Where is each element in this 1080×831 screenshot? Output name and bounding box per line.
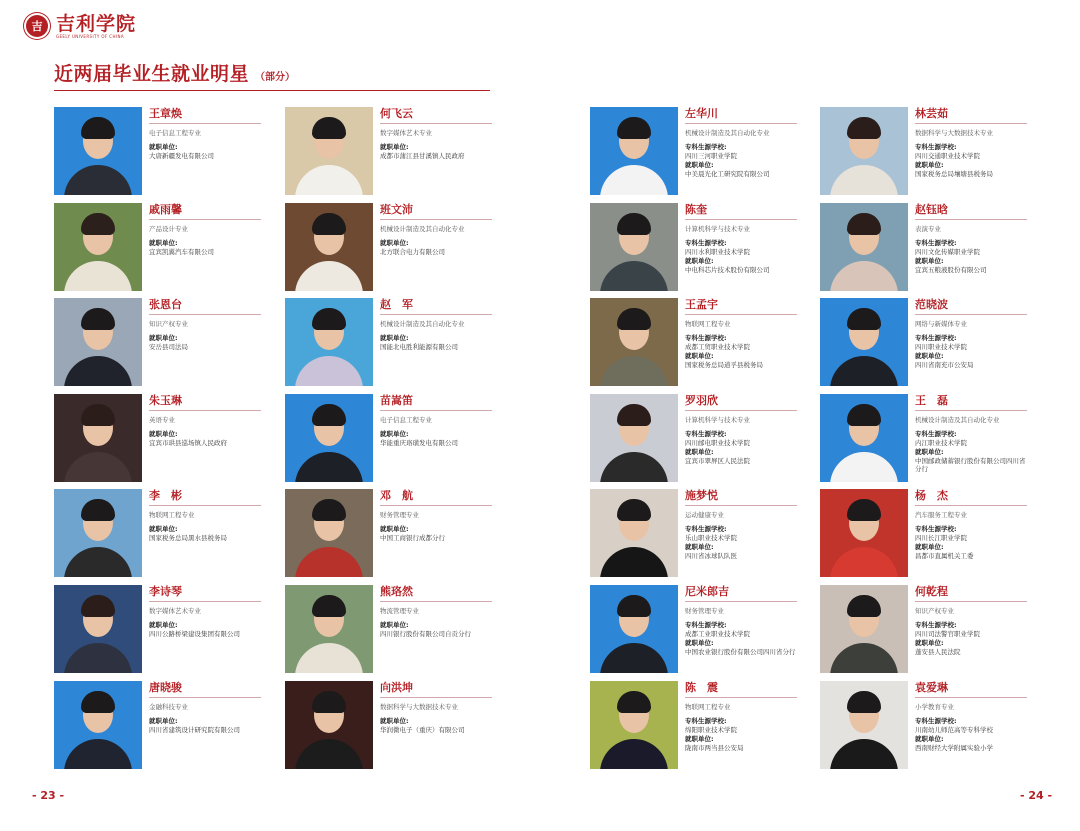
student-card	[54, 681, 264, 769]
employer-value: 中国邮政储蓄银行股份有限公司四川省分行	[915, 457, 1026, 473]
student-major: 产品设计专业	[149, 225, 188, 233]
student-major: 电子信息工程专业	[380, 416, 432, 424]
name-divider	[149, 505, 261, 506]
student-card	[285, 107, 495, 195]
school-emblem-icon: 吉	[24, 13, 50, 39]
student-info	[915, 489, 1030, 560]
student-major: 汽车服务工程专业	[915, 511, 967, 519]
student-name: 戚雨馨	[149, 203, 182, 216]
student-photo	[285, 107, 373, 195]
student-card	[285, 203, 495, 291]
employer-label: 就职单位:	[685, 448, 714, 456]
college-value: 四川三河职业学院	[685, 152, 737, 160]
student-card	[590, 298, 800, 386]
student-info	[685, 394, 800, 465]
student-info	[685, 298, 800, 369]
college-label: 专科生源学校:	[915, 430, 957, 438]
student-photo	[820, 203, 908, 291]
student-major: 数据科学与大数据技术专业	[915, 129, 993, 137]
student-major: 物流管理专业	[380, 607, 419, 615]
student-major: 运动健康专业	[685, 511, 724, 519]
name-divider	[149, 219, 261, 220]
student-photo	[820, 394, 908, 482]
student-major: 网络与新媒体专业	[915, 320, 967, 328]
student-card	[285, 394, 495, 482]
student-major: 物联网工程专业	[149, 511, 195, 519]
employer-value: 宜宾市珙县巡场镇人民政府	[149, 439, 227, 447]
employer-label: 就职单位:	[149, 525, 178, 533]
student-photo	[54, 681, 142, 769]
student-card	[820, 107, 1030, 195]
student-card	[54, 585, 264, 673]
student-info	[149, 394, 264, 447]
school-name-en: GEELY UNIVERSITY OF CHINA	[56, 33, 125, 39]
student-info	[149, 681, 264, 734]
name-divider	[685, 505, 797, 506]
student-card	[590, 203, 800, 291]
student-info	[380, 394, 495, 447]
employer-value: 安岳县司法局	[149, 343, 188, 351]
student-major: 数字媒体艺术专业	[149, 607, 201, 615]
name-divider	[915, 601, 1027, 602]
student-photo	[54, 107, 142, 195]
student-name: 班文沛	[380, 203, 413, 216]
student-info	[380, 489, 495, 542]
employer-label: 就职单位:	[915, 543, 944, 551]
student-info	[915, 298, 1030, 369]
name-divider	[915, 123, 1027, 124]
employer-label: 就职单位:	[685, 639, 714, 647]
section-subtitle: （部分）	[255, 72, 296, 83]
student-name: 左华川	[685, 107, 718, 120]
college-label: 专科生源学校:	[915, 334, 957, 342]
employer-label: 就职单位:	[380, 239, 409, 247]
student-info	[915, 681, 1030, 752]
employer-label: 就职单位:	[380, 143, 409, 151]
student-name: 袁爱琳	[915, 681, 948, 694]
student-info	[685, 203, 800, 274]
employer-label: 就职单位:	[915, 639, 944, 647]
college-value: 川南幼儿师范高等专科学校	[915, 726, 993, 734]
name-divider	[915, 697, 1027, 698]
employer-value: 西南财经大学附属实验小学	[915, 744, 993, 752]
student-card	[820, 298, 1030, 386]
college-value: 内江职业技术学院	[915, 439, 967, 447]
student-major: 金融科技专业	[149, 703, 188, 711]
name-divider	[380, 219, 492, 220]
student-card	[590, 681, 800, 769]
student-photo	[590, 394, 678, 482]
employer-label: 就职单位:	[685, 161, 714, 169]
student-card	[820, 489, 1030, 577]
name-divider	[380, 410, 492, 411]
employer-value: 北方联合电力有限公司	[380, 248, 445, 256]
student-major: 数字媒体艺术专业	[380, 129, 432, 137]
student-name: 唐晓骏	[149, 681, 182, 694]
student-name: 罗羽欣	[685, 394, 718, 407]
employer-label: 就职单位:	[915, 161, 944, 169]
employer-label: 就职单位:	[380, 334, 409, 342]
student-name: 苗嵩笛	[380, 394, 413, 407]
student-major: 电子信息工程专业	[149, 129, 201, 137]
employer-value: 昌都市直属机关工委	[915, 552, 974, 560]
student-card	[285, 489, 495, 577]
student-name: 李 彬	[149, 489, 182, 502]
name-divider	[685, 601, 797, 602]
student-name: 王章焕	[149, 107, 182, 120]
employer-label: 就职单位:	[685, 257, 714, 265]
student-major: 知识产权专业	[915, 607, 954, 615]
school-wordmark	[56, 14, 136, 39]
student-photo	[285, 489, 373, 577]
student-photo	[285, 394, 373, 482]
student-info	[915, 394, 1030, 473]
college-label: 专科生源学校:	[685, 430, 727, 438]
college-label: 专科生源学校:	[915, 143, 957, 151]
student-photo	[285, 203, 373, 291]
name-divider	[149, 410, 261, 411]
college-value: 四川司法警官职业学院	[915, 630, 980, 638]
student-major: 机械设计制造及其自动化专业	[685, 129, 770, 137]
name-divider	[149, 123, 261, 124]
student-name: 王 磊	[915, 394, 948, 407]
name-divider	[380, 697, 492, 698]
student-card	[285, 298, 495, 386]
employer-value: 中国工商银行成都分行	[380, 534, 445, 542]
employer-value: 国能北电胜利能源有限公司	[380, 343, 458, 351]
student-card	[54, 489, 264, 577]
student-info	[685, 107, 800, 178]
student-photo	[820, 298, 908, 386]
student-major: 小学教育专业	[915, 703, 954, 711]
student-photo	[590, 107, 678, 195]
student-name: 陈奎	[685, 203, 707, 216]
student-photo	[54, 298, 142, 386]
student-photo	[820, 107, 908, 195]
student-photo	[590, 681, 678, 769]
student-photo	[54, 394, 142, 482]
employer-value: 四川省建筑设计研究院有限公司	[149, 726, 240, 734]
employer-value: 四川银行股份有限公司自贡分行	[380, 630, 471, 638]
college-label: 专科生源学校:	[685, 143, 727, 151]
student-info	[380, 298, 495, 351]
student-name: 杨 杰	[915, 489, 948, 502]
employer-value: 四川公路桥梁建设集团有限公司	[149, 630, 240, 638]
employer-label: 就职单位:	[915, 352, 944, 360]
student-card	[820, 585, 1030, 673]
employer-value: 宜宾凯翼汽车有限公司	[149, 248, 214, 256]
student-name: 邓 航	[380, 489, 413, 502]
employer-label: 就职单位:	[685, 543, 714, 551]
college-value: 四川交通职业技术学院	[915, 152, 980, 160]
name-divider	[380, 505, 492, 506]
student-major: 知识产权专业	[149, 320, 188, 328]
student-photo	[820, 489, 908, 577]
name-divider	[685, 219, 797, 220]
employer-value: 成都市蒲江县甘溪镇人民政府	[380, 152, 465, 160]
student-card	[590, 107, 800, 195]
student-photo	[590, 298, 678, 386]
employer-value: 中美晨光化工研究院有限公司	[685, 170, 770, 178]
student-info	[149, 203, 264, 256]
college-value: 四川长江职业学院	[915, 534, 967, 542]
student-name: 张恩台	[149, 298, 182, 311]
student-info	[685, 489, 800, 560]
employer-label: 就职单位:	[149, 717, 178, 725]
student-card	[285, 681, 495, 769]
employer-value: 华能重庆珞璜发电有限公司	[380, 439, 458, 447]
student-card	[820, 394, 1030, 482]
page-number-left: - 23 -	[32, 789, 65, 802]
student-info	[149, 298, 264, 351]
name-divider	[149, 314, 261, 315]
student-card	[590, 394, 800, 482]
student-info	[149, 489, 264, 542]
student-info	[915, 203, 1030, 274]
student-info	[915, 107, 1030, 178]
college-value: 乐山职业技术学院	[685, 534, 737, 542]
school-logo	[24, 13, 136, 39]
student-photo	[820, 585, 908, 673]
student-photo	[590, 585, 678, 673]
student-major: 财务管理专业	[685, 607, 724, 615]
student-info	[915, 585, 1030, 656]
employer-label: 就职单位:	[380, 621, 409, 629]
student-name: 赵 军	[380, 298, 413, 311]
student-photo	[54, 585, 142, 673]
employer-label: 就职单位:	[149, 143, 178, 151]
student-card	[285, 585, 495, 673]
college-value: 四川邮电职业技术学院	[685, 439, 750, 447]
student-name: 林芸茹	[915, 107, 948, 120]
employer-value: 华润微电子（重庆）有限公司	[380, 726, 465, 734]
college-value: 四川职业技术学院	[915, 343, 967, 351]
college-label: 专科生源学校:	[915, 239, 957, 247]
student-card	[54, 298, 264, 386]
employer-value: 蓬安县人民法院	[915, 648, 961, 656]
name-divider	[915, 314, 1027, 315]
employer-label: 就职单位:	[915, 448, 944, 456]
employer-value: 宜宾市翠屏区人民法院	[685, 457, 750, 465]
college-value: 绵阳职业技术学院	[685, 726, 737, 734]
student-name: 尼米郎吉	[685, 585, 729, 598]
student-name: 朱玉琳	[149, 394, 182, 407]
name-divider	[915, 505, 1027, 506]
student-card	[54, 107, 264, 195]
name-divider	[149, 697, 261, 698]
name-divider	[915, 219, 1027, 220]
name-divider	[685, 123, 797, 124]
school-name: 吉利学院	[56, 12, 137, 35]
student-major: 财务管理专业	[380, 511, 419, 519]
student-photo	[285, 681, 373, 769]
employer-label: 就职单位:	[380, 430, 409, 438]
student-major: 物联网工程专业	[685, 703, 731, 711]
page-number-right: - 24 -	[1020, 789, 1053, 802]
student-info	[685, 681, 800, 752]
employer-value: 宜宾五粮液股份有限公司	[915, 266, 987, 274]
name-divider	[685, 410, 797, 411]
title-divider	[54, 90, 490, 91]
employer-label: 就职单位:	[915, 735, 944, 743]
student-info	[380, 585, 495, 638]
student-card	[54, 394, 264, 482]
student-major: 机械设计制造及其自动化专业	[380, 225, 465, 233]
student-photo	[285, 298, 373, 386]
student-major: 英语专业	[149, 416, 175, 424]
student-info	[380, 681, 495, 734]
student-card	[54, 203, 264, 291]
college-value: 成都工贸职业技术学院	[685, 343, 750, 351]
student-photo	[590, 489, 678, 577]
employer-value: 国家税务总局壤塘县税务局	[915, 170, 993, 178]
employer-value: 大唐新疆发电有限公司	[149, 152, 214, 160]
student-major: 数据科学与大数据技术专业	[380, 703, 458, 711]
student-major: 计算机科学与技术专业	[685, 416, 750, 424]
section-heading	[54, 59, 295, 86]
college-label: 专科生源学校:	[915, 525, 957, 533]
employer-label: 就职单位:	[149, 239, 178, 247]
student-photo	[590, 203, 678, 291]
student-info	[380, 107, 495, 160]
college-value: 四川水利职业技术学院	[685, 248, 750, 256]
name-divider	[380, 123, 492, 124]
student-info	[149, 585, 264, 638]
student-info	[149, 107, 264, 160]
student-photo	[820, 681, 908, 769]
student-photo	[54, 489, 142, 577]
student-name: 熊珞然	[380, 585, 413, 598]
student-major: 机械设计制造及其自动化专业	[915, 416, 1000, 424]
name-divider	[380, 601, 492, 602]
employer-label: 就职单位:	[685, 735, 714, 743]
student-name: 赵钰晗	[915, 203, 948, 216]
student-card	[590, 585, 800, 673]
college-label: 专科生源学校:	[915, 717, 957, 725]
name-divider	[149, 601, 261, 602]
employer-value: 中国农业银行股份有限公司四川省分行	[685, 648, 796, 656]
college-value: 成都工业职业技术学院	[685, 630, 750, 638]
student-photo	[285, 585, 373, 673]
student-name: 何飞云	[380, 107, 413, 120]
student-major: 机械设计制造及其自动化专业	[380, 320, 465, 328]
student-name: 何乾程	[915, 585, 948, 598]
student-card	[590, 489, 800, 577]
employer-label: 就职单位:	[685, 352, 714, 360]
employer-label: 就职单位:	[149, 621, 178, 629]
student-name: 李诗琴	[149, 585, 182, 598]
student-photo	[54, 203, 142, 291]
student-major: 计算机科学与技术专业	[685, 225, 750, 233]
college-label: 专科生源学校:	[685, 621, 727, 629]
student-name: 施梦悦	[685, 489, 718, 502]
student-major: 物联网工程专业	[685, 320, 731, 328]
employer-value: 四川省南充市公安局	[915, 361, 974, 369]
student-name: 陈 震	[685, 681, 718, 694]
college-value: 四川文化传媒职业学院	[915, 248, 980, 256]
name-divider	[685, 314, 797, 315]
student-name: 王孟宇	[685, 298, 718, 311]
student-card	[820, 203, 1030, 291]
employer-label: 就职单位:	[149, 334, 178, 342]
college-label: 专科生源学校:	[685, 525, 727, 533]
student-major: 表演专业	[915, 225, 941, 233]
employer-label: 就职单位:	[380, 525, 409, 533]
employer-value: 国家税务总局道孚县税务局	[685, 361, 763, 369]
employer-value: 四川省冰球队队医	[685, 552, 737, 560]
student-name: 范晓波	[915, 298, 948, 311]
name-divider	[915, 410, 1027, 411]
section-title: 近两届毕业生就业明星	[54, 63, 250, 85]
college-label: 专科生源学校:	[685, 334, 727, 342]
student-card	[820, 681, 1030, 769]
name-divider	[685, 697, 797, 698]
college-label: 专科生源学校:	[685, 717, 727, 725]
student-name: 向洪坤	[380, 681, 413, 694]
student-info	[685, 585, 800, 656]
employer-value: 中电科芯片技术股份有限公司	[685, 266, 770, 274]
student-info	[380, 203, 495, 256]
employer-label: 就职单位:	[380, 717, 409, 725]
employer-value: 陇南市两当县公安局	[685, 744, 744, 752]
employer-value: 国家税务总局黑水县税务局	[149, 534, 227, 542]
name-divider	[380, 314, 492, 315]
college-label: 专科生源学校:	[915, 621, 957, 629]
college-label: 专科生源学校:	[685, 239, 727, 247]
employer-label: 就职单位:	[915, 257, 944, 265]
employer-label: 就职单位:	[149, 430, 178, 438]
